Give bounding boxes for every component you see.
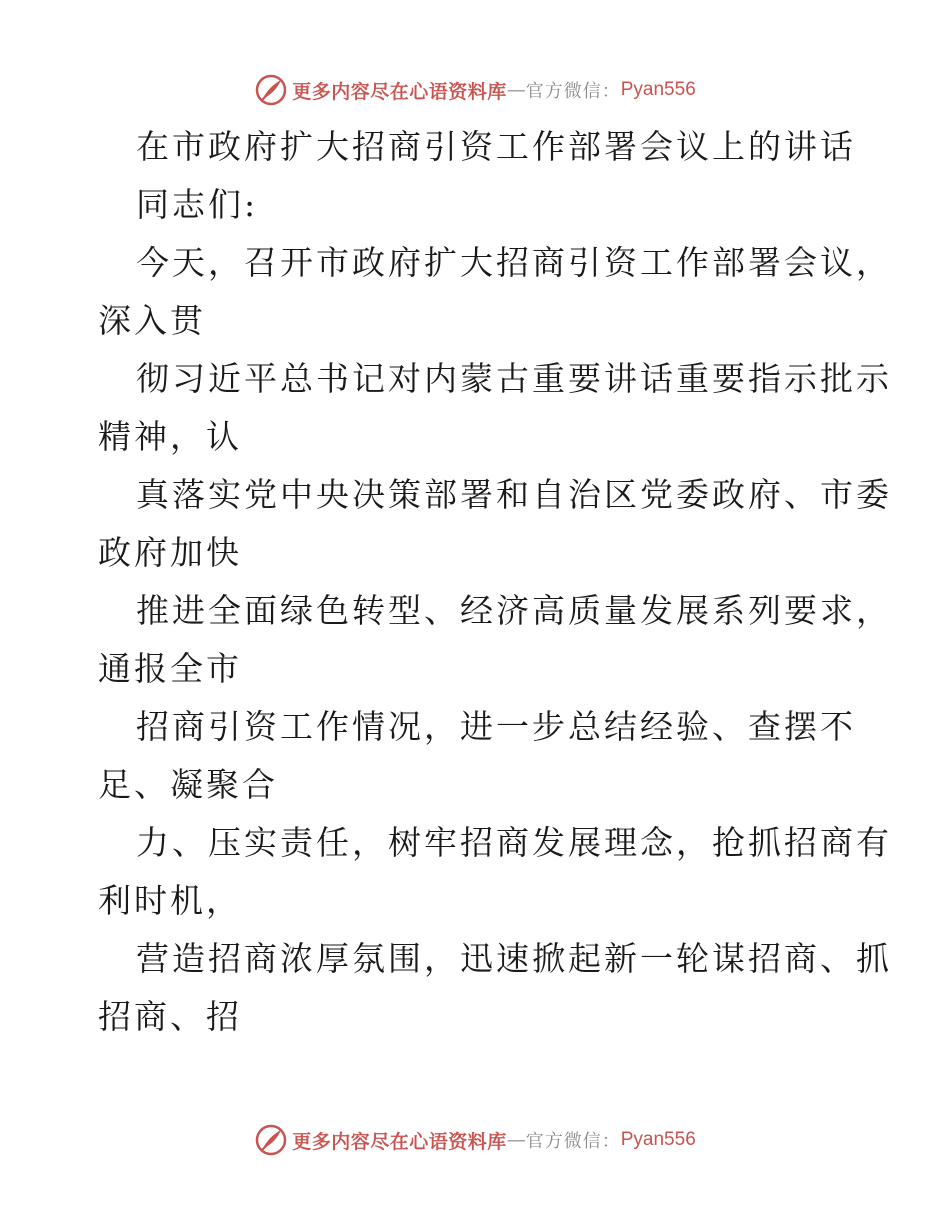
paragraph-line: 政府加快	[98, 533, 242, 572]
watermark-wechat-label: 官方微信：	[525, 81, 621, 102]
watermark-separator: —	[506, 1129, 526, 1151]
footer-watermark	[0, 1120, 950, 1160]
paragraph-line: 利时机，	[98, 881, 242, 920]
paragraph-line: 足、凝聚合	[98, 765, 278, 804]
paragraph-line: 彻习近平总书记对内蒙古重要讲话重要指示批示	[136, 359, 892, 398]
watermark-separator: —	[506, 79, 526, 101]
paragraph-line: 通报全市	[98, 649, 242, 688]
watermark-wechat-id: Pyan556	[620, 1129, 696, 1150]
paragraph-line: 力、压实责任，树牢招商发展理念，抢抓招商有	[136, 823, 892, 862]
watermark-wechat-label: 官方微信：	[525, 1131, 621, 1152]
watermark-wechat-id: Pyan556	[620, 79, 696, 100]
paragraph-line: 精神，认	[98, 417, 242, 456]
document-body	[98, 118, 892, 1046]
paragraph-line: 招商引资工作情况，进一步总结经验、查摆不	[136, 707, 856, 746]
paragraph-line: 招商、招	[98, 997, 242, 1036]
document-title: 在市政府扩大招商引资工作部署会议上的讲话	[136, 127, 856, 166]
feather-pen-logo-icon	[254, 73, 288, 107]
paragraph-line: 今天，召开市政府扩大招商引资工作部署会议，	[136, 243, 892, 282]
header-watermark	[0, 70, 950, 110]
paragraph-line: 营造招商浓厚氛围，迅速掀起新一轮谋招商、抓	[136, 939, 892, 978]
paragraph-line: 推进全面绿色转型、经济高质量发展系列要求，	[136, 591, 892, 630]
watermark-lead-text: 更多内容尽在心语资料库	[292, 80, 507, 103]
watermark-lead-text: 更多内容尽在心语资料库	[292, 1130, 507, 1153]
feather-pen-logo-icon	[254, 1123, 288, 1157]
paragraph-line: 深入贯	[98, 301, 206, 340]
paragraph-line: 真落实党中央决策部署和自治区党委政府、市委	[136, 475, 892, 514]
salutation: 同志们:	[136, 185, 259, 224]
